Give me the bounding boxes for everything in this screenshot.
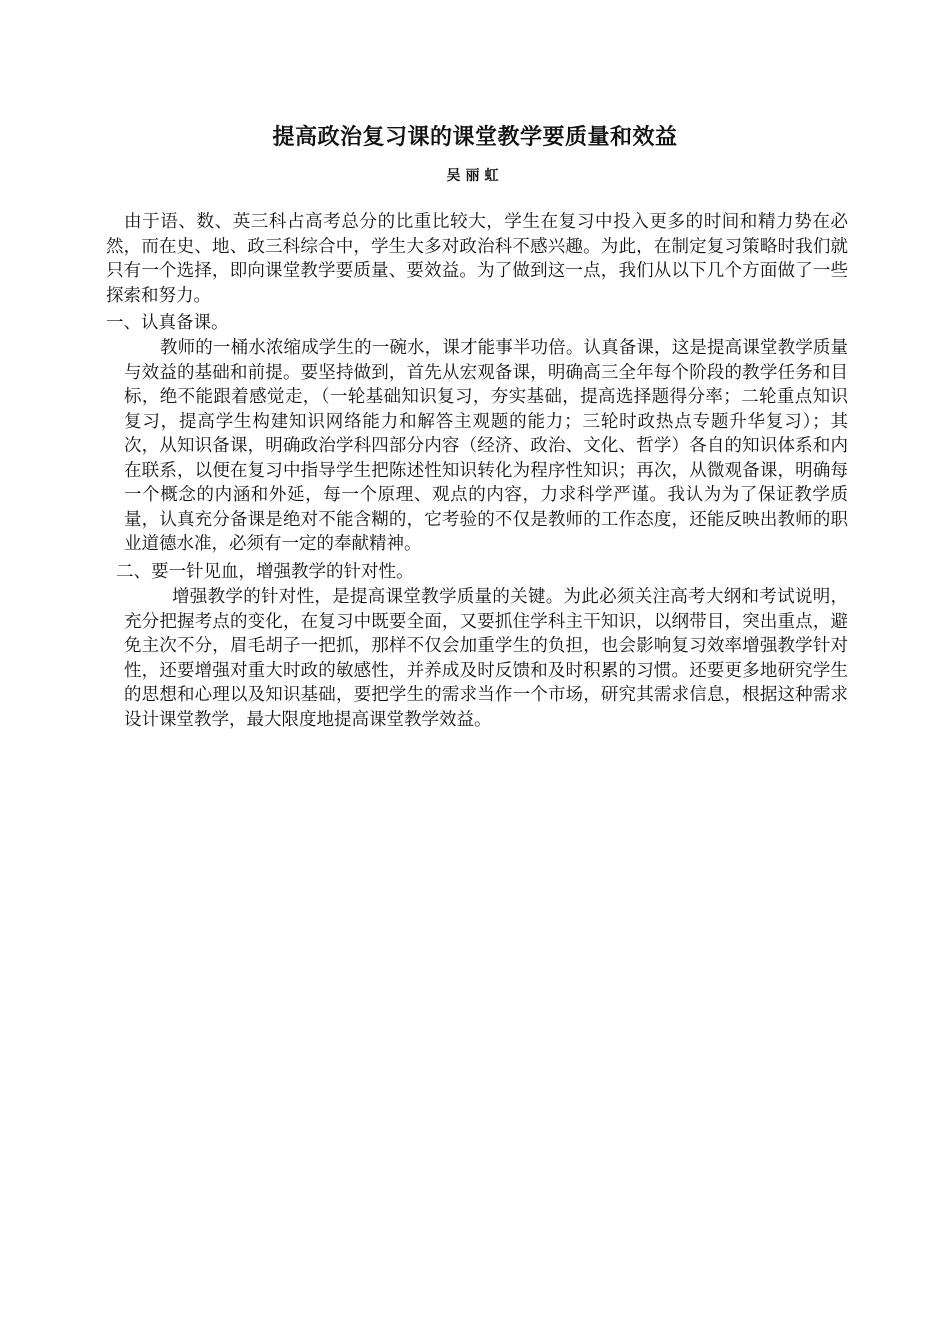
section-2-heading: 二、要一针见血，增强教学的针对性。 xyxy=(116,562,414,582)
section-1-heading: 一、认真备课。 xyxy=(106,313,229,333)
section-1-body: 教师的一桶水浓缩成学生的一碗水，课才能事半功倍。认真备课，这是提高课堂教学质量与效益的基础和前提。要坚持做到，首先从宏观备课，明确高三全年每个阶段的教学任务和目标，绝不能跟着感觉走，（一轮基础知识复习，夯实基础，提高选择题得分率；二轮重点知识复习，提高学生构建知识网络能力和解答主观题的能力；三轮时政热点专题升华复习）；其次，从知识备课，明确政治学科四部分内容（经济、政治、文化、哲学）各自的知识体系和内在联系，以便在复习中指导学生把陈述性知识转化为程序性知识；再次，从微观备课，明确每一个概念的内涵和外延，每一个原理、观点的内容，力求科学严谨。我认为为了保证教学质量，认真充分备课是绝对不能含糊的，它考验的不仅是教师的工作态度，还能反映出教师的职业道德水准，必须有一定的奉献精神。 xyxy=(124,338,848,554)
section-2-body: 增强教学的针对性，是提高课堂教学质量的关键。为此必须关注高考大纲和考试说明，充分把握考点的变化，在复习中既要全面，又要抓住学科主干知识，以纲带目，突出重点，避免主次不分，眉毛胡子一把抓，那样不仅会加重学生的负担，也会影响复习效率增强教学针对性，还要增强对重大时政的敏感性，并养成及时反馈和及时积累的习惯。还要更多地研究学生的思想和心理以及知识基础，要把学生的需求当作一个市场，研究其需求信息，根据这种需求设计课堂教学，最大限度地提高课堂教学效益。 xyxy=(124,587,848,730)
document-title: 提高政治复习课的课堂教学要质量和效益 xyxy=(272,125,678,150)
author-name: 吴丽虹 xyxy=(446,168,504,184)
intro-paragraph: 由于语、数、英三科占高考总分的比重比较大，学生在复习中投入更多的时间和精力势在必然，而在史、地、政三科综合中，学生大多对政治科不感兴趣。为此，在制定复习策略时我们就只有一个选择，即向课堂教学要质量、要效益。为了做到这一点，我们从以下几个方面做了一些探索和努力。 xyxy=(106,212,848,306)
